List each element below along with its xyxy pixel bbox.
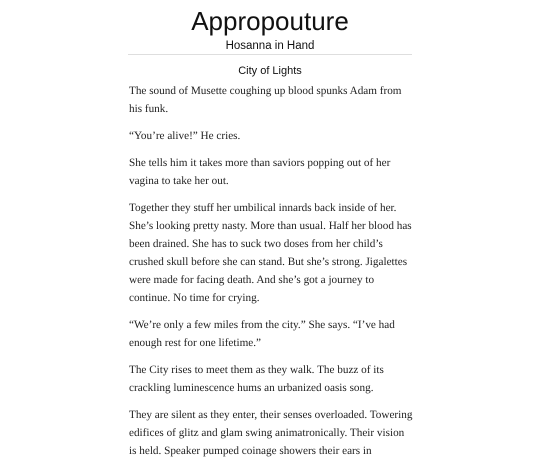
story-paragraph: She tells him it takes more than saviors popping out of her vagina to take her out. [129,157,391,187]
story-paragraph: Together they stuff her umbilical innards back inside of her. She’s looking pretty nasty. More than usual. Half her blood has been drained. She has to suck two doses from her child’s crushed skull before she can stand. But she’s strong. Jigalettes were made for facing death. And she’s got a journey to continue. No time for crying. [129,202,412,304]
site-title[interactable]: Appropouture [191,6,349,36]
story-paragraph: The sound of Musette coughing up blood spunks Adam from his funk. [129,85,402,115]
chapter-title: City of Lights [238,65,302,77]
story-body [129,82,413,469]
story-paragraph: The City rises to meet them as they walk. The buzz of its crackling luminescence hums an urbanized oasis song. [129,364,384,394]
story-paragraph: “You’re alive!” He cries. [129,130,241,142]
story-paragraph: They are silent as they enter, their senses overloaded. Towering edifices of glitz and glam swing animatronically. Their vision is held. Speaker pumped coinage showers their ears in [129,409,413,457]
site-subtitle: Hosanna in Hand [225,40,315,52]
header-divider [128,54,412,55]
story-paragraph: “We’re only a few miles from the city.” She says. “I’ve had enough rest for one lifetime.” [129,319,395,349]
